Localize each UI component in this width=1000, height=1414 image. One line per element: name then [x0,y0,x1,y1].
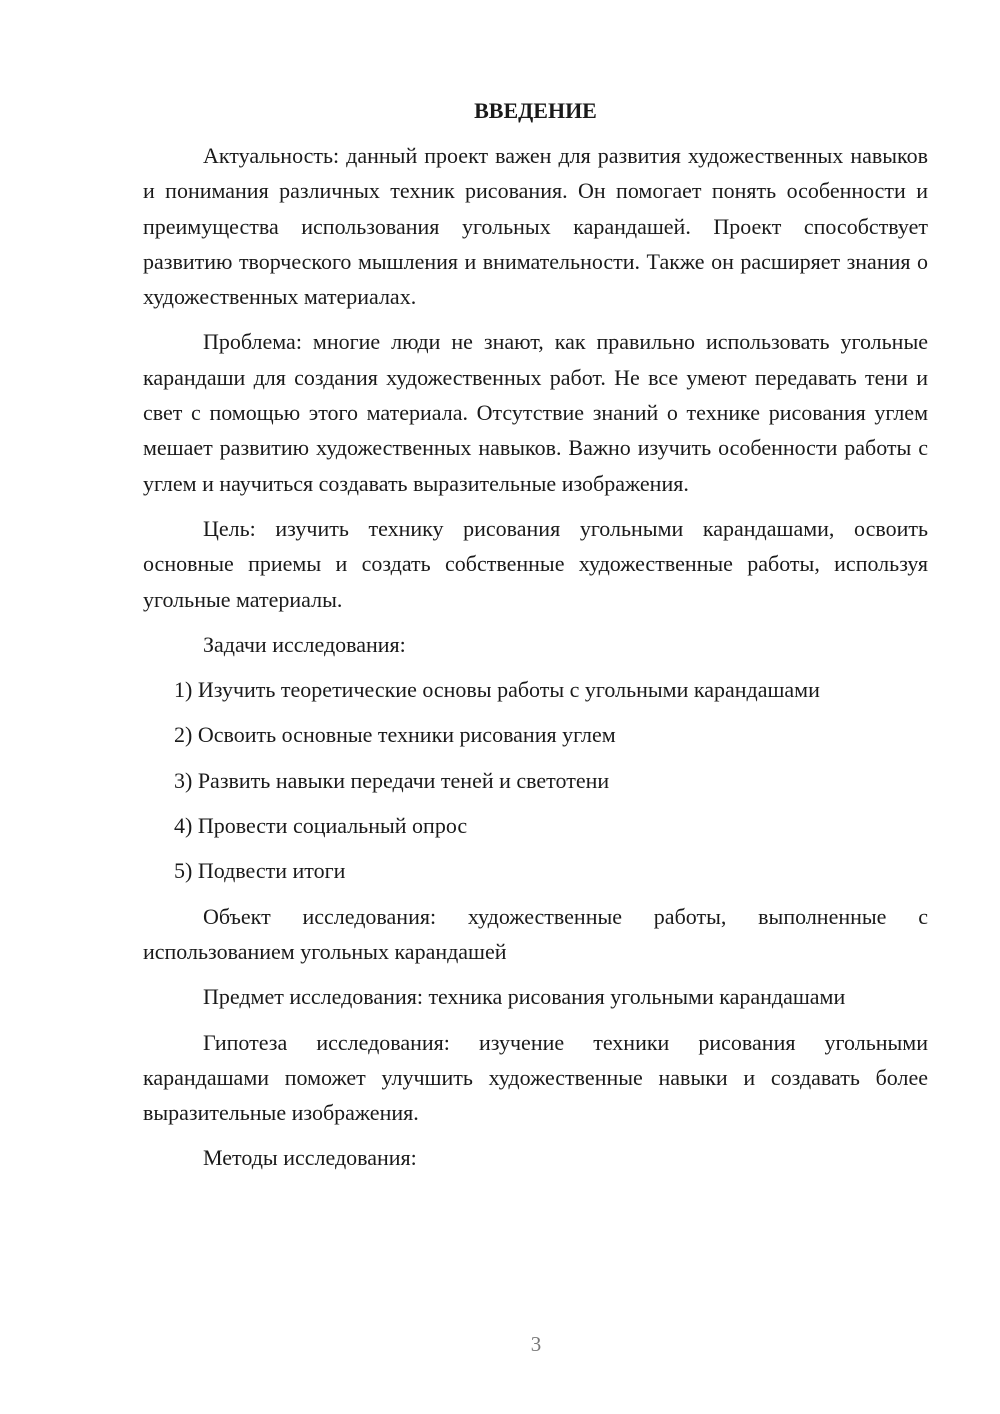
tasks-list [143,672,928,888]
list-item: 1) Изучить теоретические основы работы с угольными карандашами [174,677,820,703]
paragraph-goal: Цель: изучить технику рисования угольными карандашами, освоить основные приемы и создать собственные художественные работы, используя угольные материалы. [143,515,928,612]
paragraph-subject: Предмет исследования: техника рисования угольными карандашами [203,984,846,1010]
list-item: 4) Провести социальный опрос [174,813,468,839]
paragraph-problem: Проблема: многие люди не знают, как правильно использовать угольные карандаши для создания художественных работ. Не все умеют передавать тени и свет с помощью этого материала. Отсутствие знаний о технике рисования углем мешает развитию художественных навыков. Важно изучить особенности работы с углем и научиться создавать выразительные изображения. [143,329,928,496]
tasks-heading: Задачи исследования: [203,631,406,657]
page-title: ВВЕДЕНИЕ [474,98,597,123]
paragraph-object: Объект исследования: художественные работы, выполненные с использованием угольных карандашей [143,903,928,964]
paragraph-relevance: Актуальность: данный проект важен для развития художественных навыков и понимания различных техник рисования. Он помогает понять особенности и преимущества использования угольных карандашей. Проект способствует развитию творческого мышления и внимательности. Также он расширяет знания о художественных материалах. [143,143,928,310]
methods-heading: Методы исследования: [203,1145,417,1171]
list-item: 5) Подвести итоги [174,858,346,884]
list-item: 3) Развить навыки передачи теней и светотени [174,767,610,793]
list-item: 2) Освоить основные техники рисования углем [174,722,616,748]
page-number: 3 [530,1332,542,1356]
document-page [143,93,928,1186]
paragraph-hypothesis: Гипотеза исследования: изучение техники рисования угольными карандашами поможет улучшить художественные навыки и создавать более выразительные изображения. [143,1029,928,1126]
